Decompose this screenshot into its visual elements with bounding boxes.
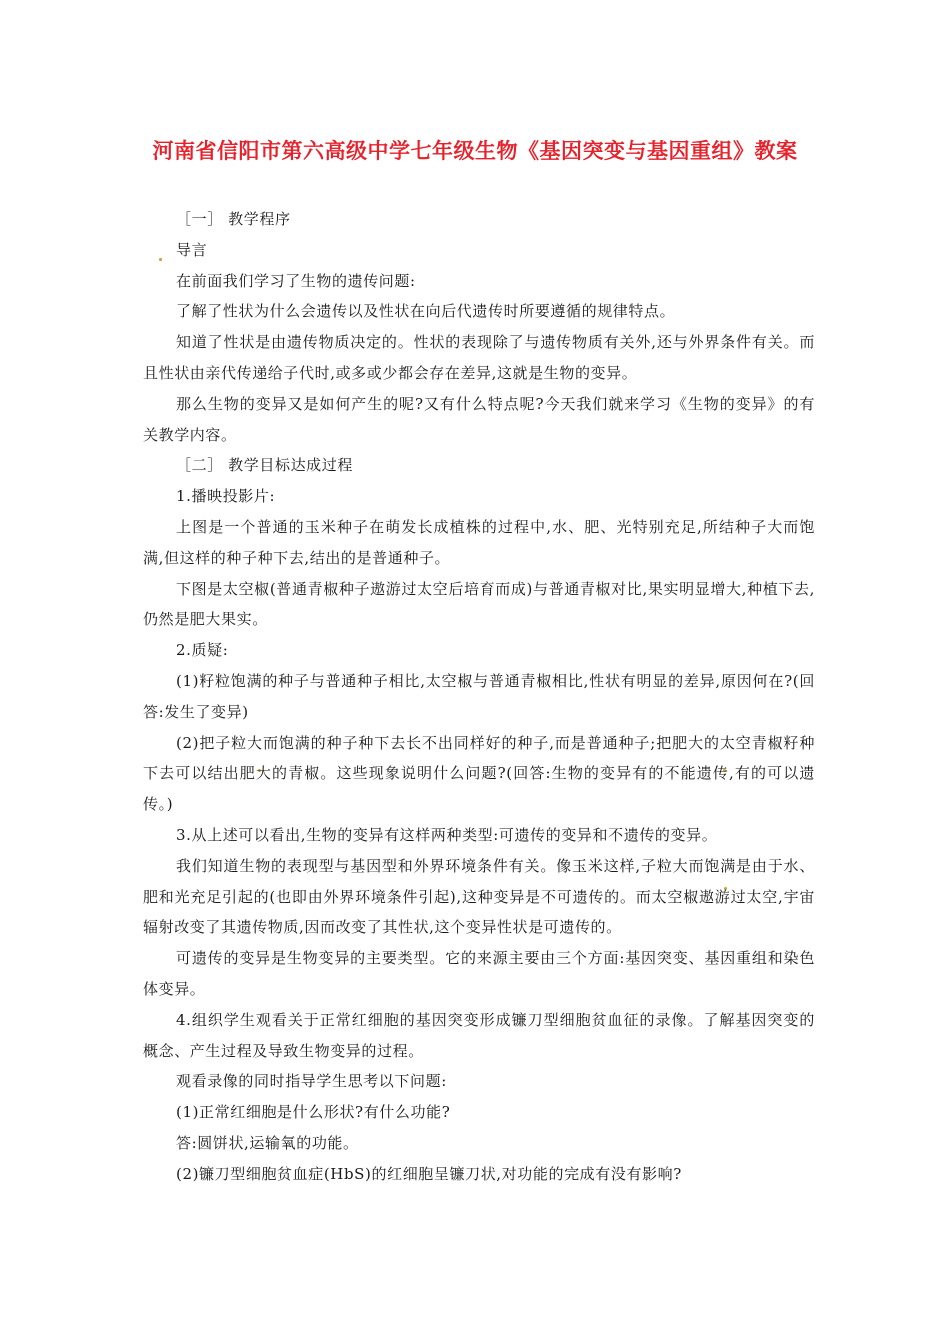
paragraph: (2)镰刀型细胞贫血症(HbS)的红细胞呈镰刀状,对功能的完成有没有影响?: [176, 1164, 682, 1183]
paragraph: 在前面我们学习了生物的遗传问题:: [176, 271, 416, 290]
document-body: [143, 204, 815, 1190]
paragraph: 了解了性状为什么会遗传以及性状在向后代遗传时所要遵循的规律特点。: [176, 302, 676, 321]
paragraph: (2)把子粒大而饱满的种子种下去长不出同样好的种子,而是普通种子;把肥大的太空青椒籽种下去可以结出肥大的青椒。这些现象说明什么问题?(回答:生物的变异有的不能遗传,有的可以遗传。): [143, 733, 815, 814]
paragraph: 上图是一个普通的玉米种子在萌发长成植株的过程中,水、肥、光特别充足,所结种子大而饱满,但这样的种子种下去,结出的是普通种子。: [143, 517, 815, 567]
paragraph: 4.组织学生观看关于正常红细胞的基因突变形成镰刀型细胞贫血征的录像。了解基因突变的概念、产生过程及导致生物变异的过程。: [143, 1010, 815, 1060]
paragraph: 知道了性状是由遗传物质决定的。性状的表现除了与遗传物质有关外,还与外界条件有关。而且性状由亲代传递给子代时,或多或少都会存在差异,这就是生物的变异。: [143, 333, 815, 382]
paragraph: 2.质疑:: [176, 641, 229, 660]
paragraph: 那么生物的变异又是如何产生的呢?又有什么特点呢?今天我们就来学习《生物的变异》的有关教学内容。: [143, 394, 815, 444]
paragraph: (1)正常红细胞是什么形状?有什么功能?: [176, 1103, 451, 1122]
paragraph: 1.播映投影片:: [176, 487, 276, 506]
section-heading: ［二］ 教学目标达成过程: [176, 456, 353, 475]
paragraph: 下图是太空椒(普通青椒种子遨游过太空后培育而成)与普通青椒对比,果实明显增大,种植下去,仍然是肥大果实。: [143, 579, 815, 629]
document-title: 河南省信阳市第六高级中学七年级生物《基因突变与基因重组》教案: [152, 139, 798, 163]
paragraph: 导言: [176, 240, 208, 259]
paragraph: 我们知道生物的表现型与基因型和外界环境条件有关。像玉米这样,子粒大而饱满是由于水、肥和光充足引起的(也即由外界环境条件引起),这种变异是不可遗传的。而太空椒遨游过太空,宇宙辐射改变了其遗传物质,因而改变了其性状,这个变异性状是可遗传的。: [143, 856, 815, 937]
section-heading: ［一］ 教学程序: [176, 210, 291, 228]
paragraph: 3.从上述可以看出,生物的变异有这样两种类型:可遗传的变异和不遗传的变异。: [176, 825, 718, 844]
paragraph: 答:圆饼状,运输氧的功能。: [176, 1133, 359, 1152]
paragraph: 可遗传的变异是生物变异的主要类型。它的来源主要由三个方面:基因突变、基因重组和染色体变异。: [143, 949, 815, 998]
paragraph: (1)籽粒饱满的种子与普通种子相比,太空椒与普通青椒相比,性状有明显的差异,原因何在?(回答:发生了变异): [143, 671, 815, 721]
paragraph: 观看录像的同时指导学生思考以下问题:: [176, 1072, 447, 1091]
